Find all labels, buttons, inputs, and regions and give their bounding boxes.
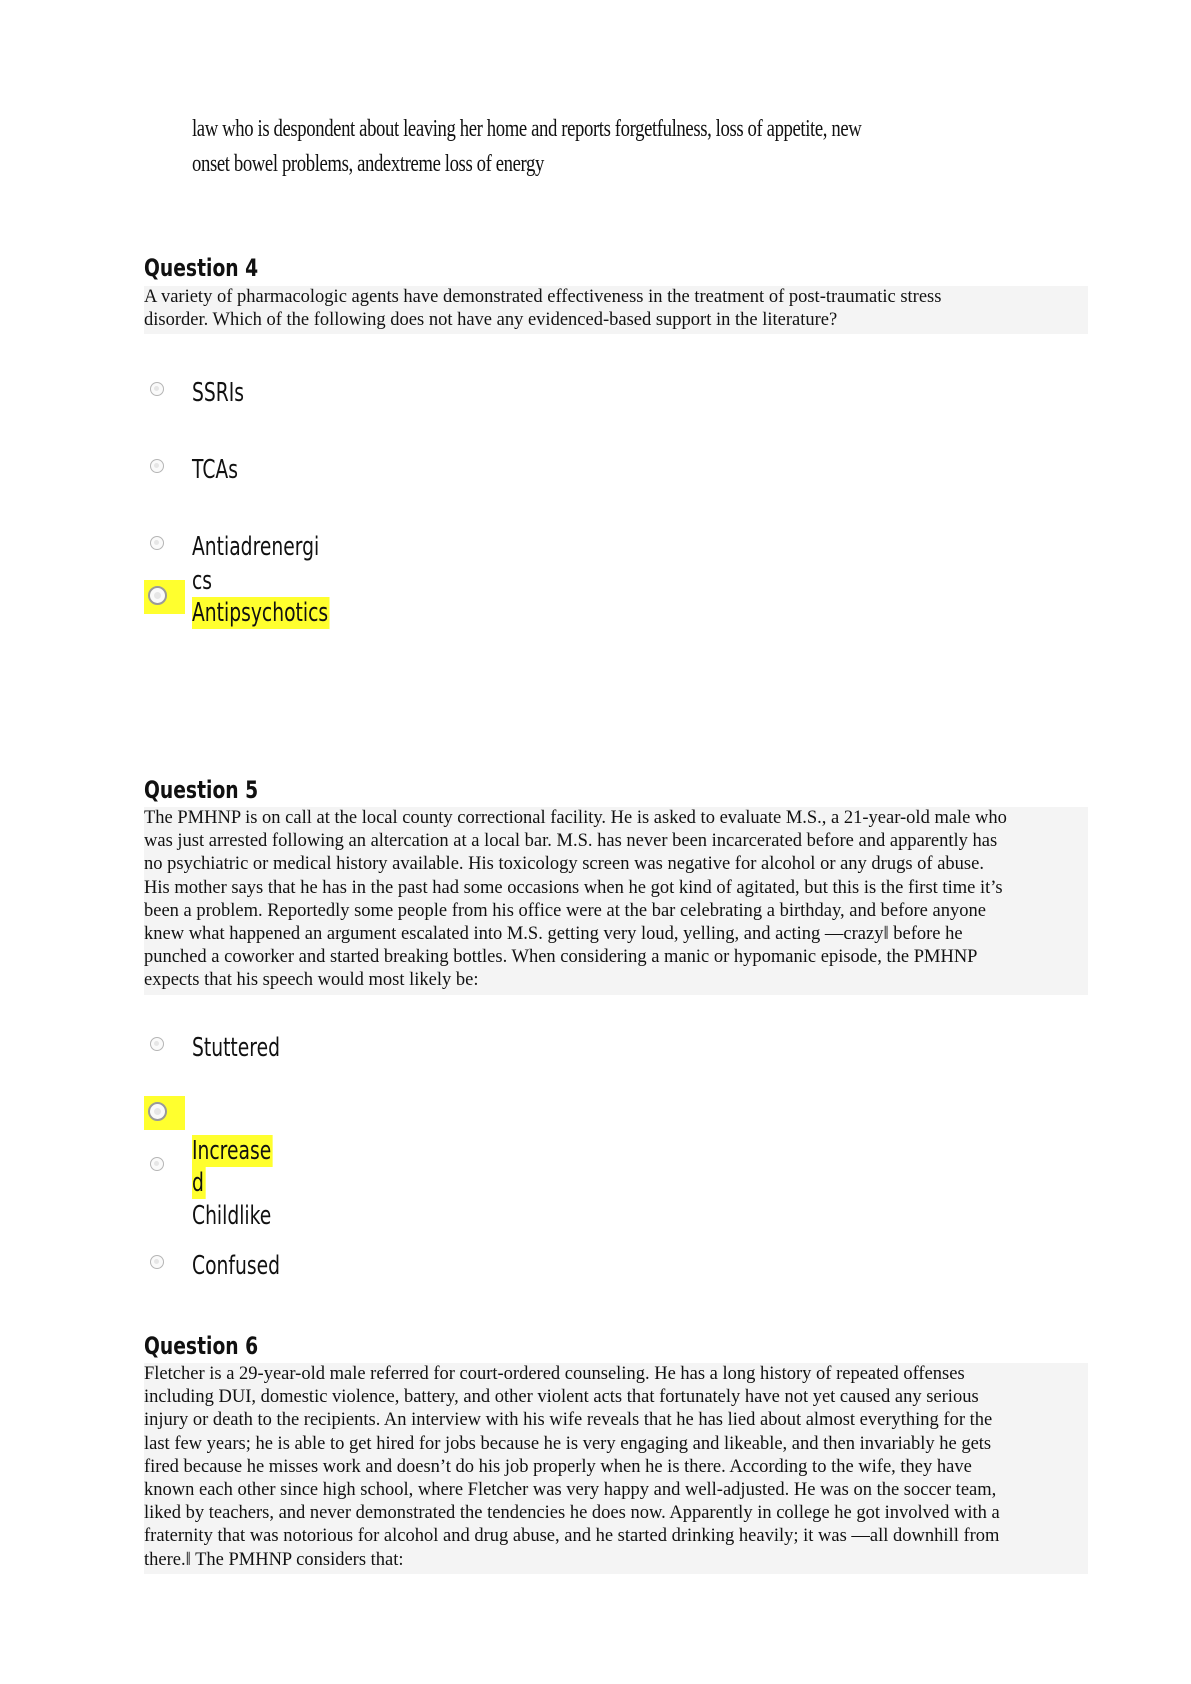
question-text-line: liked by teachers, and never demonstrated the tendencies he does now. Apparently in college he got involved with a [144,1503,1000,1524]
question-4-text [144,286,1088,334]
question-text-line: been a problem. Reportedly some people from his office were at the bar celebrating a birthday, and before anyone [144,900,986,921]
question-text-line: Fletcher is a 29-year-old male referred for court-ordered counseling. He has a long history of repeated offenses [144,1364,965,1384]
question-text-line: The PMHNP is on call at the local county correctional facility. He is asked to evaluate M.S., a 21-year-old male who [144,808,1007,828]
option-label-childlike: Childlike [192,1201,272,1231]
question-text-line: disorder. Which of the following does not have any evidenced-based support in the literature? [144,310,838,331]
question-5-text [144,807,1088,995]
radio-option-childlike[interactable] [150,1157,164,1171]
question-text-line: there.‖ The PMHNP considers that: [144,1549,404,1570]
radio-option-confused[interactable] [150,1255,164,1269]
question-text-line: known each other since high school, where Fletcher was very happy and well-adjusted. He was on the soccer team, [144,1480,997,1501]
radio-option-antipsychotics[interactable] [148,586,167,605]
option-label-antipsychotics: Antipsychotics [192,598,329,628]
question-text-line: including DUI, domestic violence, battery, and other violent acts that fortunately have not yet caused any serious [144,1387,979,1408]
radio-option-increased[interactable] [148,1102,167,1121]
question-4-heading: Question 4 [144,254,259,282]
question-text-line: A variety of pharmacologic agents have demonstrated effectiveness in the treatment of post-traumatic stress [144,287,942,307]
option-label-antiadrenergics-cont: cs [192,566,213,596]
question-text-line: injury or death to the recipients. An interview with his wife reveals that he has lied about almost everything for the [144,1410,993,1431]
question-text-line: fired because he misses work and doesn’t do his job properly when he is there. According to the wife, they have [144,1456,972,1477]
intro-line: law who is despondent about leaving her home and reports forgetfulness, loss of appetite, new [192,116,862,142]
question-text-line: was just arrested following an altercation at a local bar. M.S. has never been incarcerated before and apparently has [144,831,998,852]
option-label-tcas: TCAs [192,455,238,485]
option-label-stuttered: Stuttered [192,1033,280,1063]
radio-option-antiadrenergics[interactable] [150,536,164,550]
question-text-line: fraternity that was notorious for alcohol and drug abuse, and he started drinking heavily; it was ―all downhill from [144,1526,1000,1547]
radio-option-stuttered[interactable] [150,1037,164,1051]
question-text-line: His mother says that he has in the past had some occasions when he got kind of agitated, but this is the first time it’s [144,877,1003,898]
question-6-heading: Question 6 [144,1332,259,1360]
question-6-text [144,1363,1088,1574]
question-5-heading: Question 5 [144,776,259,804]
question-text-line: punched a coworker and started breaking bottles. When considering a manic or hypomanic episode, the PMHNP [144,947,978,968]
radio-option-tcas[interactable] [150,459,164,473]
question-text-line: last few years; he is able to get hired for jobs because he is very engaging and likeable, and then invariably he gets [144,1433,992,1454]
option-label-increased-cont: d [192,1168,204,1198]
question-text-line: knew what happened an argument escalated into M.S. getting very loud, yelling, and acting ―crazy‖ before he [144,924,963,945]
intro-text [192,112,1066,182]
option-label-ssris: SSRIs [192,378,245,408]
question-text-line: expects that his speech would most likely be: [144,970,479,991]
option-label-increased: Increase [192,1136,272,1166]
option-label-antiadrenergics: Antiadrenergi [192,532,320,562]
question-text-line: no psychiatric or medical history available. His toxicology screen was negative for alcohol or any drugs of abuse. [144,854,984,875]
radio-option-ssris[interactable] [150,382,164,396]
intro-line: onset bowel problems, andextreme loss of energy [192,151,544,177]
option-label-confused: Confused [192,1251,280,1281]
